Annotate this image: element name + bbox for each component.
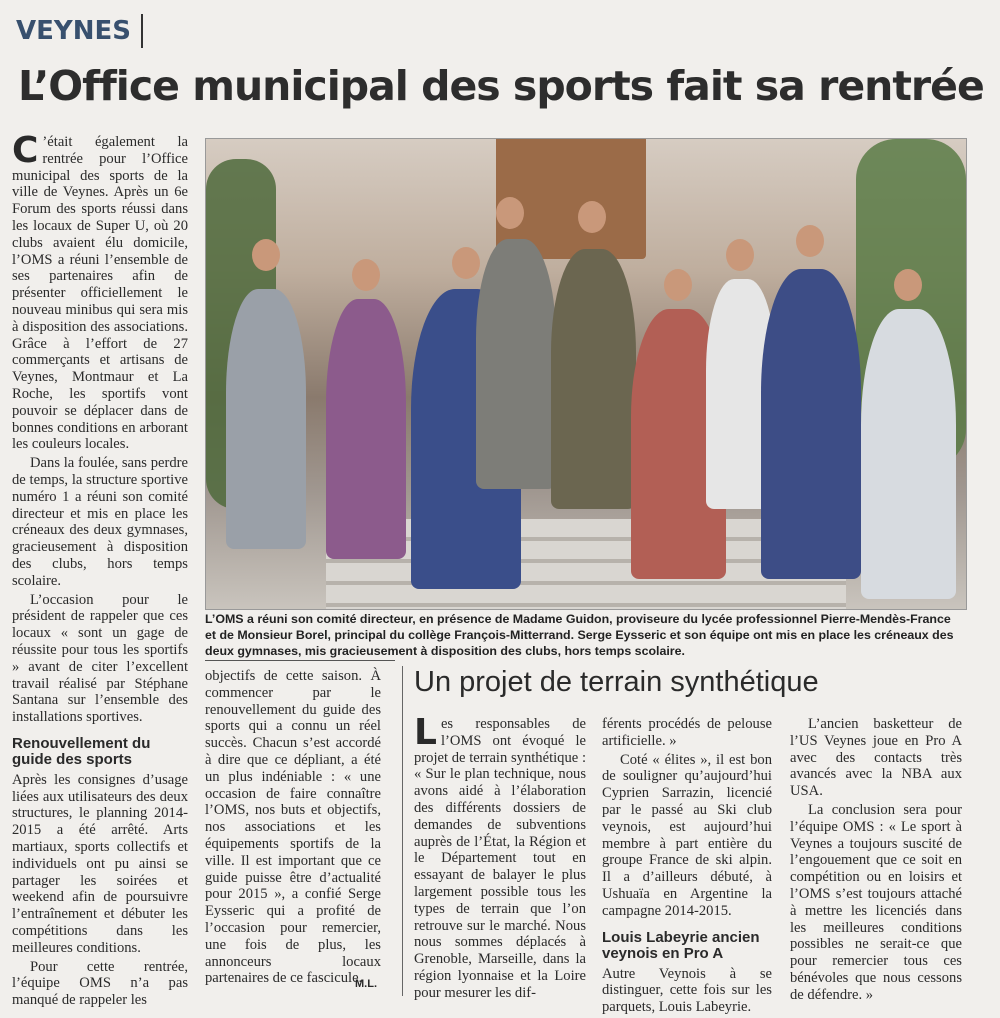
photo-caption: L’OMS a réuni son comité directeur, en présence de Madame Guidon, proviseure du lycée professionnel Pierre-Mendès-France et de Monsieur Borel, principal du collège François-Mitterrand. Serge Eysseric et son équipe ont mis en place les créneaux des deux gymnases, mis gracieusement à disposition des clubs, hors temps scolaire. bbox=[205, 612, 954, 658]
person-head bbox=[796, 225, 824, 257]
paragraph: L’ancien basketteur de l’US Veynes joue en Pro A avec des contacts très avancés avec la NBA aux USA. bbox=[790, 716, 962, 800]
article-column-2 bbox=[205, 668, 381, 989]
paragraph: La conclusion sera pour l’équipe OMS : « Le sport à Veynes a toujours suscité de l’engouement que ce soit en compétition ou en loisirs et l’OMS s’est toujours attaché à mettre les licenciés dans les meilleures conditions possibles ne serait-ce que pour remercier tous ces bénévoles que nous cessons de défendre. » bbox=[790, 801, 962, 1003]
section-label: VEYNES bbox=[16, 14, 143, 48]
paragraph: objectifs de cette saison. À commencer par le renouvellement du guide des sports qui a connu un réel succès. Chacun s’est accordé à dire que ce dépliant, a été un plus indéniable : « une occasion de faire connaître l’OMS, nos buts et objectifs, nos associations et les équipements sportifs de la ville. Il est important que ce guide puisse être d’actualité pour 2015 », a confié Serge Eysseric qui a profité de l’occasion pour remercier, une fois de plus, les annonceurs locaux partenaires de ce fascicule. bbox=[205, 668, 381, 987]
author-signature: M.L. bbox=[355, 978, 377, 990]
person-figure bbox=[326, 299, 406, 559]
subheading: Renouvellement du guide des sports bbox=[12, 734, 151, 768]
headline: L’Office municipal des sports fait sa rentrée bbox=[18, 62, 984, 110]
person-head bbox=[252, 239, 280, 271]
person-head bbox=[496, 197, 524, 229]
article-column-1 bbox=[12, 130, 188, 1011]
person-figure bbox=[551, 249, 636, 509]
paragraph: Les responsables de l’OMS ont évoqué le projet de terrain synthétique : « Sur le plan technique, nous avons aidé à l’élaboration des différents dossiers de demandes de subventions auprès de l’État, la Région et le Département tout en essayant de balayer le plus largement possible tous les types de terrain que l’on retrouve sur le marché. Nous nous sommes déplacés à Grenoble, Marseille, dans la région lyonnaise et la Loire pour mesurer les dif- bbox=[414, 712, 586, 1001]
person-head bbox=[578, 201, 606, 233]
drop-cap: C bbox=[12, 130, 39, 171]
person-head bbox=[726, 239, 754, 271]
paragraph: Après les consignes d’usage liées aux utilisateurs des deux structures, le planning 2014-2015 a été arrêté. Arts martiaux, sports collectifs et individuels ont pu ainsi se partager les soirées et weekend afin de poursuivre l’entraînement et débuter les compétitions dans les meilleures conditions. bbox=[12, 771, 188, 956]
person-head bbox=[452, 247, 480, 279]
article-column-3 bbox=[414, 712, 586, 1004]
paragraph: Autre Veynois à se distinguer, cette fois sur les parquets, Louis Labeyrie. bbox=[602, 965, 772, 1016]
person-head bbox=[664, 269, 692, 301]
paragraph: Coté « élites », il est bon de souligner qu’aujourd’hui Cyprien Sarrazin, licencié par le passé au Ski club veynois, est aujourd’hui membre à part entière du groupe France de ski alpin. Il a d’ailleurs débuté, à Ushuaïa en Argentine la campagne 2014-2015. bbox=[602, 751, 772, 919]
person-figure bbox=[226, 289, 306, 549]
paragraph: Pour cette rentrée, l’équipe OMS n’a pas manqué de rappeler les bbox=[12, 958, 188, 1009]
article-column-5 bbox=[790, 716, 962, 1006]
person-figure bbox=[761, 269, 861, 579]
section-title: Un projet de terrain synthétique bbox=[414, 666, 819, 698]
divider bbox=[402, 666, 403, 996]
article-column-4 bbox=[602, 716, 772, 1018]
person-head bbox=[352, 259, 380, 291]
paragraph: férents procédés de pelouse artificielle. » bbox=[602, 716, 772, 749]
person-head bbox=[894, 269, 922, 301]
paragraph: Dans la foulée, sans perdre de temps, la structure sportive numéro 1 a réuni son comité directeur et mis en place les créneaux des deux gymnases, gracieusement à disposition des clubs, hors temps scolaire. bbox=[12, 455, 188, 589]
person-figure bbox=[476, 239, 556, 489]
divider bbox=[205, 660, 395, 661]
person-figure bbox=[861, 309, 956, 599]
group-photo bbox=[205, 138, 967, 610]
subheading: Louis Labeyrie ancien veynois en Pro A bbox=[602, 928, 760, 962]
paragraph: L’occasion pour le président de rappeler que ces locaux « sont un gage de réussite pour tous les sportifs » avant de citer l’excellent travail réalisé par Stéphane Santana sur l’ensemble des installations sportives. bbox=[12, 591, 188, 726]
drop-cap: L bbox=[414, 712, 437, 753]
paragraph: C ’était également la rentrée pour l’Office municipal des sports de la ville de Veynes. Après un 6e Forum des sports réussi dans les locaux de Super U, où 20 clubs avaient élu domicile, l’OMS a réuni l’ensemble de ses partenaires afin de présenter officiellement le nouveau minibus qui sera mis à disposition des associations. Grâce à l’effort de 27 commerçants et artisans de Veynes, Montmaur et La Roche, les sportifs vont pouvoir se déplacer dans de bonnes conditions en arborant les couleurs locales. bbox=[12, 130, 188, 453]
